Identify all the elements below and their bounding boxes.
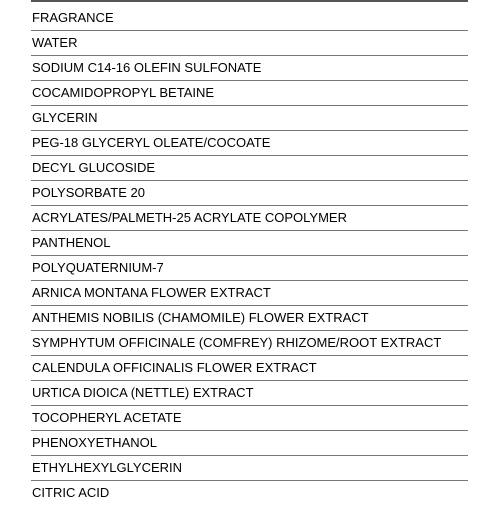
ingredient-name: POLYQUATERNIUM-7 xyxy=(32,260,164,275)
ingredient-name: DECYL GLUCOSIDE xyxy=(32,160,156,175)
ingredient-name: WATER xyxy=(32,35,78,50)
ingredient-row xyxy=(31,431,468,456)
ingredient-row xyxy=(31,256,468,281)
ingredient-row xyxy=(31,356,468,381)
ingredient-row xyxy=(31,381,468,406)
top-divider xyxy=(31,0,468,2)
ingredient-row xyxy=(31,456,468,481)
ingredient-row xyxy=(31,156,468,181)
ingredient-row xyxy=(31,281,468,306)
ingredient-name: CITRIC ACID xyxy=(32,485,110,500)
ingredient-name: URTICA DIOICA (NETTLE) EXTRACT xyxy=(32,385,254,400)
ingredient-row xyxy=(31,406,468,431)
ingredient-row xyxy=(31,331,468,356)
ingredient-name: PANTHENOL xyxy=(32,235,111,250)
ingredient-row xyxy=(31,106,468,131)
ingredient-row xyxy=(31,81,468,106)
ingredient-row xyxy=(31,481,468,506)
ingredient-name: PEG-18 GLYCERYL OLEATE/COCOATE xyxy=(32,135,271,150)
ingredient-name: ACRYLATES/PALMETH-25 ACRYLATE COPOLYMER xyxy=(32,210,347,225)
ingredient-row xyxy=(31,56,468,81)
ingredient-row xyxy=(31,181,468,206)
ingredient-name: FRAGRANCE xyxy=(32,10,114,25)
ingredient-row xyxy=(31,31,468,56)
ingredient-row xyxy=(31,231,468,256)
ingredient-name: POLYSORBATE 20 xyxy=(32,185,145,200)
ingredient-name: ETHYLHEXYLGLYCERIN xyxy=(32,460,183,475)
ingredient-name: COCAMIDOPROPYL BETAINE xyxy=(32,85,215,100)
ingredient-name: ANTHEMIS NOBILIS (CHAMOMILE) FLOWER EXTRACT xyxy=(32,310,369,325)
ingredient-row xyxy=(31,6,468,31)
ingredient-row xyxy=(31,306,468,331)
ingredient-row xyxy=(31,131,468,156)
ingredient-name: SODIUM C14-16 OLEFIN SULFONATE xyxy=(32,60,262,75)
ingredient-name: CALENDULA OFFICINALIS FLOWER EXTRACT xyxy=(32,360,317,375)
ingredient-name: ARNICA MONTANA FLOWER EXTRACT xyxy=(32,285,271,300)
ingredient-name: SYMPHYTUM OFFICINALE (COMFREY) RHIZOME/ROOT EXTRACT xyxy=(32,335,442,350)
ingredient-row xyxy=(31,206,468,231)
ingredient-name: GLYCERIN xyxy=(32,110,98,125)
ingredient-name: TOCOPHERYL ACETATE xyxy=(32,410,182,425)
ingredient-name: PHENOXYETHANOL xyxy=(32,435,157,450)
